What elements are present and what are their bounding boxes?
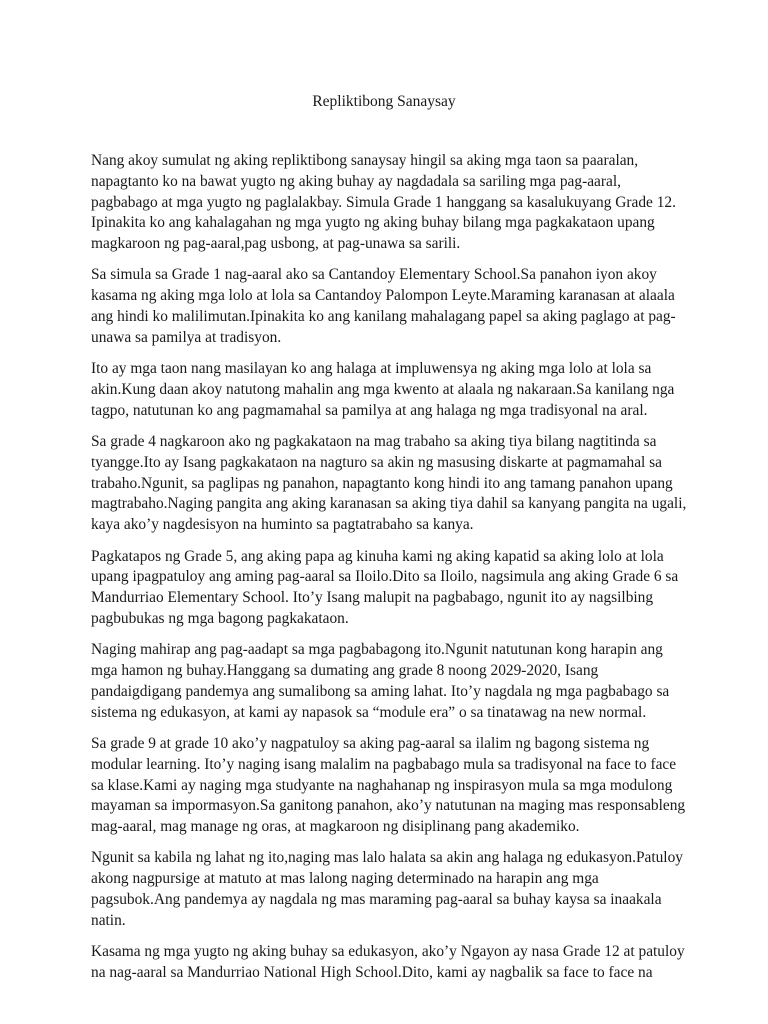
paragraph: Ngunit sa kabila ng lahat ng ito,naging mas lalo halata sa akin ang halaga ng edukasyon.Patuloy akong nagpursige at matuto at mas lalong naging determinado na harapin ang mga pagsubok.Ang pandemya ay nagdala ng mas maraming pag-aaral sa buhay kaysa sa inaakala natin. [91,849,683,929]
document-title: Repliktibong Sanaysay [312,93,456,110]
paragraph: Sa grade 4 nagkaroon ako ng pagkakataon na mag trabaho sa aking tiya bilang nagtitinda sa tyangge.Ito ay Isang pagkakataon na nagturo sa akin ng masusing diskarte at pagmamahal sa trabaho.Ngunit, sa paglipas ng panahon, napagtanto kong hindi ito ang tamang panahon upang magtrabaho.Naging pangita ang aking karanasan sa aking tiya dahil sa kanyang pangita na ugali, kaya ako’y nagdesisyon na huminto sa pagtatrabaho sa kanya. [91,433,687,534]
document-body [91,151,691,994]
paragraph: Sa simula sa Grade 1 nag-aaral ako sa Cantandoy Elementary School.Sa panahon iyon akoy kasama ng aking mga lolo at lola sa Cantandoy Palompon Leyte.Maraming karanasan at alaala ang hindi ko malilimutan.Ipinakita ko ang kanilang mahalagang papel sa aking paglago at pag-unawa sa pamilya at tradisyon. [91,266,676,346]
paragraph: Naging mahirap ang pag-aadapt sa mga pagbabagong ito.Ngunit natutunan kong harapin ang mga hamon ng buhay.Hanggang sa dumating ang grade 8 noong 2029-2020, Isang pandaigdigang pandemya ang sumalibong sa aming lahat. Ito’y nagdala ng mga pagbabago sa sistema ng edukasyon, at kami ay napasok sa “module era” o sa tinatawag na new normal. [91,641,670,721]
paragraph: Pagkatapos ng Grade 5, ang aking papa ag kinuha kami ng aking kapatid sa aking lolo at lola upang ipagpatuloy ang aming pag-aaral sa Iloilo.Dito sa Iloilo, nagsimula ang aking Grade 6 sa Mandurriao Elementary School. Ito’y Isang malupit na pagbabago, ngunit ito ay nagsilbing pagbubukas ng mga bagong pagkakataon. [91,547,679,627]
paragraph: Ito ay mga taon nang masilayan ko ang halaga at impluwensya ng aking mga lolo at lola sa akin.Kung daan akoy natutong mahalin ang mga kwento at alaala ng nakaraan.Sa kanilang nga tagpo, natutunan ko ang pagmamahal sa pamilya at ang halaga ng mga tradisyonal na aral. [91,360,675,419]
paragraph: Sa grade 9 at grade 10 ako’y nagpatuloy sa aking pag-aaral sa ilalim ng bagong sistema ng modular learning. Ito’y naging isang malalim na pagbabago mula sa tradisyonal na face to face sa klase.Kami ay naging mga studyante na naghahanap ng inspirasyon mula sa mga modulong mayaman sa impormasyon.Sa ganitong panahon, ako’y natutunan na maging mas responsableng mag-aaral, mag manage ng oras, at magkaroon ng disiplinang pang akademiko. [91,734,686,836]
paragraph: Nang akoy sumulat ng aking repliktibong sanaysay hingil sa aking mga taon sa paaralan, napagtanto ko na bawat yugto ng aking buhay ay nagdadala sa sariling mga pag-aaral, pagbabago at mga yugto ng paglalakbay. Simula Grade 1 hanggang sa kasalukuyang Grade 12. Ipinakita ko ang kahalagahan ng mga yugto ng aking buhay bilang mga pagkakataon upang magkaroon ng pag-aaral,pag usbong, at pag-unawa sa sarili. [91,152,676,253]
paragraph: Kasama ng mga yugto ng aking buhay sa edukasyon, ako’y Ngayon ay nasa Grade 12 at patuloy na nag-aaral sa Mandurriao National High School.Dito, kami ay nagbalik sa face to face na [91,943,685,981]
